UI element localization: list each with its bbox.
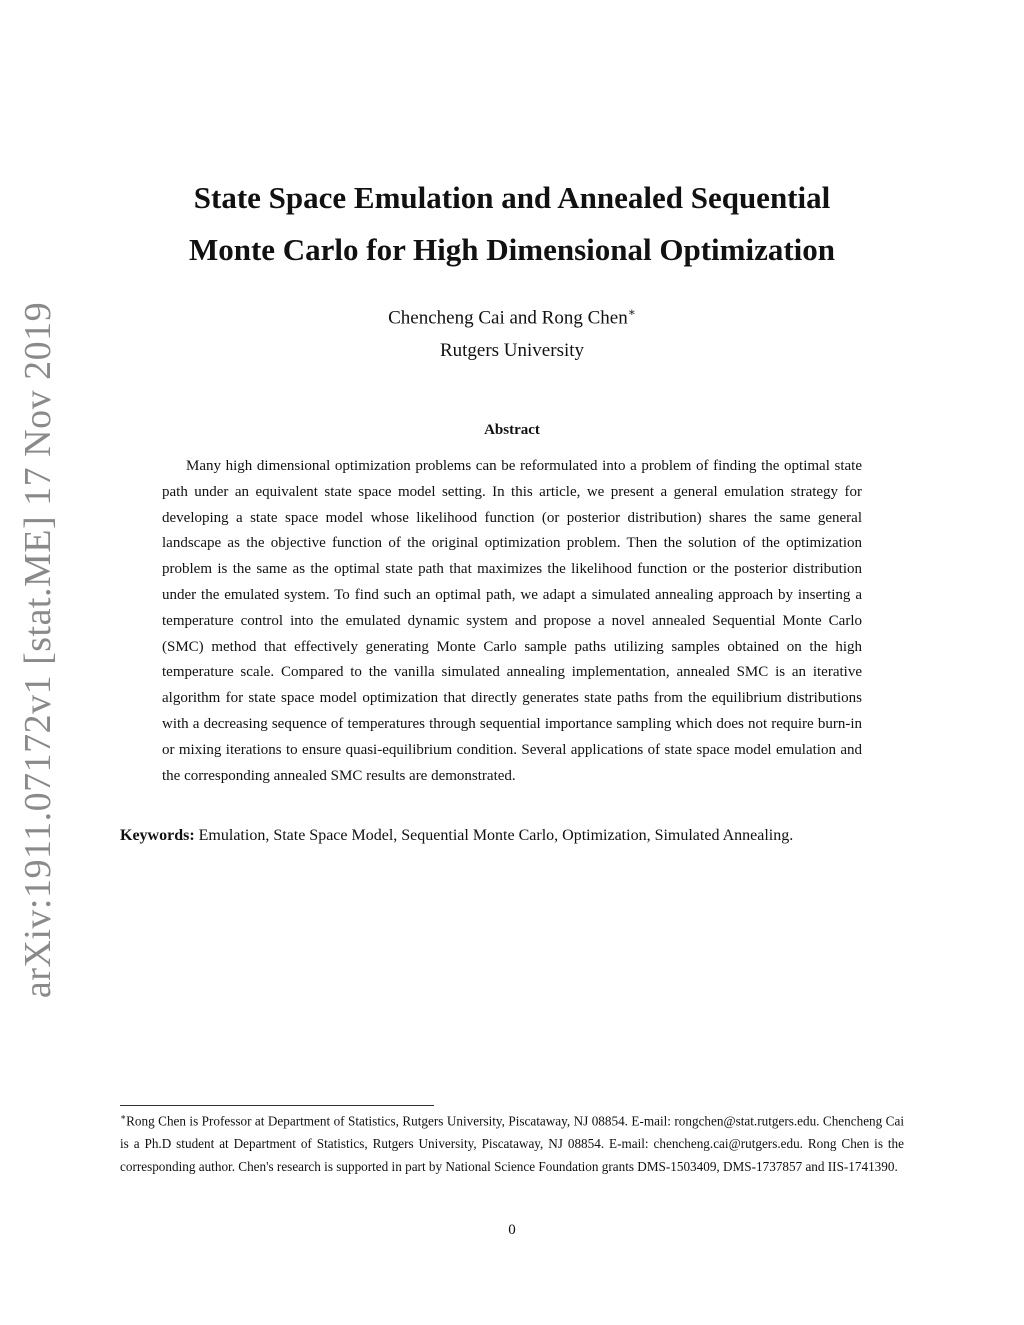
author-names-line: [120, 296, 904, 334]
author-names: Chencheng Cai and Rong Chen: [388, 307, 628, 329]
arxiv-identifier-text: arXiv:1911.07172v1 [stat.ME] 17 Nov 2019: [17, 301, 60, 999]
footnote-text: Rong Chen is Professor at Department of Statistics, Rutgers University, Piscataway, NJ 08854. E-mail: rongchen@stat.rutgers.edu. Chencheng Cai is a Ph.D student at Department of Statistics, Rutgers University, Piscataway, NJ 08854. E-mail: chencheng.cai@rutgers.edu. Rong Chen is the corresponding author. Chen's research is supported in part by National Science Foundation grants DMS-1503409, DMS-1737857 and IIS-1741390.: [120, 1113, 904, 1175]
footnote: [120, 1106, 904, 1178]
paper-title-line-2: Monte Carlo for High Dimensional Optimization: [188, 232, 836, 267]
paper-title-line-1: State Space Emulation and Annealed Sequential: [193, 180, 831, 215]
abstract-heading: Abstract: [484, 422, 540, 438]
page-number: 0: [508, 1222, 516, 1238]
keywords-line: [120, 824, 910, 848]
abstract-body: Many high dimensional optimization problems can be reformulated into a problem of finding the optimal state path under an equivalent state space model setting. In this article, we present a general emulation strategy for developing a state space model whose likelihood function (or posterior distribution) shares the same general landscape as the objective function of the original optimization problem. Then the solution of the optimization problem is the same as the optimal state path that maximizes the likelihood function or the posterior distribution under the emulated system. To find such an optimal path, we adapt a simulated annealing approach by inserting a temperature control into the emulated dynamic system and propose a novel annealed Sequential Monte Carlo (SMC) method that effectively generating Monte Carlo sample paths utilizing samples obtained on the high temperature scale. Compared to the vanilla simulated annealing implementation, annealed SMC is an iterative algorithm for state space model optimization that directly generates state paths from the equilibrium distributions with a decreasing sequence of temperatures through sequential importance sampling which does not require burn-in or mixing iterations to ensure quasi-equilibrium condition. Several applications of state space model emulation and the corresponding annealed SMC results are demonstrated.: [162, 458, 862, 784]
keywords-label: Keywords:: [120, 827, 195, 844]
arxiv-identifier-stamp: [8, 301, 68, 999]
paper-title: [120, 172, 904, 276]
author-affiliation: Rutgers University: [439, 340, 585, 362]
author-block: [120, 296, 904, 367]
keywords-text: Emulation, State Space Model, Sequential Monte Carlo, Optimization, Simulated Annealing.: [198, 827, 794, 844]
footnote-mark: ∗: [120, 1112, 127, 1122]
author-footnote-mark: ∗: [627, 305, 636, 319]
